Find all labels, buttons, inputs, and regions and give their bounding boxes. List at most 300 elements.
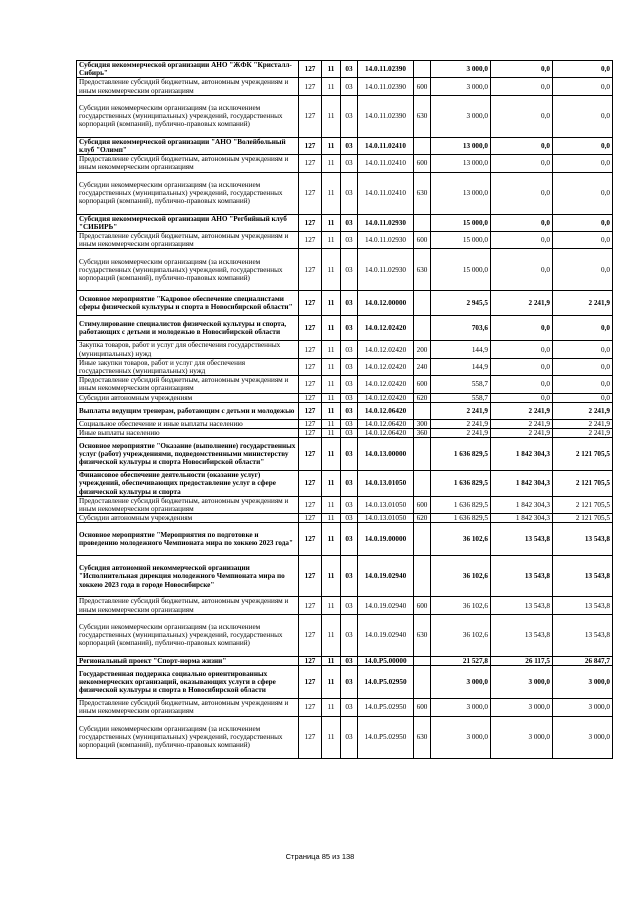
row-name: Субсидии некоммерческим организациям (за исключением государственных (муниципальных) учреждений, государственных корпораций (компаний), публично-правовых компаний) bbox=[77, 172, 299, 214]
ministry-code: 127 bbox=[299, 376, 322, 393]
amount-year-3: 13 543,8 bbox=[553, 556, 613, 597]
amount-year-1: 13 000,0 bbox=[431, 172, 491, 214]
amount-year-2: 13 543,8 bbox=[491, 614, 553, 656]
amount-year-3: 0,0 bbox=[553, 249, 613, 291]
subsection-code: 03 bbox=[341, 155, 358, 172]
ministry-code: 127 bbox=[299, 393, 322, 402]
section-code: 11 bbox=[322, 716, 341, 758]
expense-type-code: 630 bbox=[414, 716, 431, 758]
expense-type-code bbox=[414, 471, 431, 497]
row-name: Субсидии некоммерческим организациям (за исключением государственных (муниципальных) учреждений, государственных корпораций (компаний), публично-правовых компаний) bbox=[77, 249, 299, 291]
expense-type-code: 300 bbox=[414, 419, 431, 428]
target-article-code: 14.0.11.02390 bbox=[358, 95, 414, 137]
table-row bbox=[77, 249, 613, 291]
amount-year-1: 703,6 bbox=[431, 316, 491, 341]
amount-year-2: 2 241,9 bbox=[491, 419, 553, 428]
row-name: Предоставление субсидий бюджетным, автономным учреждениям и иным некоммерческим организациям bbox=[77, 496, 299, 513]
target-article-code: 14.0.11.02410 bbox=[358, 137, 414, 154]
ministry-code: 127 bbox=[299, 341, 322, 358]
amount-year-2: 0,0 bbox=[491, 376, 553, 393]
amount-year-3: 0,0 bbox=[553, 341, 613, 358]
row-name: Субсидии некоммерческим организациям (за исключением государственных (муниципальных) учреждений, государственных корпораций (компаний), публично-правовых компаний) bbox=[77, 716, 299, 758]
target-article-code: 14.0.19.02940 bbox=[358, 597, 414, 614]
expense-type-code: 600 bbox=[414, 376, 431, 393]
amount-year-1: 2 241,9 bbox=[431, 429, 491, 438]
amount-year-1: 1 636 829,5 bbox=[431, 471, 491, 497]
section-code: 11 bbox=[322, 496, 341, 513]
amount-year-3: 0,0 bbox=[553, 393, 613, 402]
subsection-code: 03 bbox=[341, 358, 358, 375]
table-row bbox=[77, 95, 613, 137]
ministry-code: 127 bbox=[299, 496, 322, 513]
amount-year-3: 0,0 bbox=[553, 155, 613, 172]
amount-year-1: 36 102,6 bbox=[431, 614, 491, 656]
table-row bbox=[77, 376, 613, 393]
table-row bbox=[77, 419, 613, 428]
expense-type-code bbox=[414, 523, 431, 556]
amount-year-3: 0,0 bbox=[553, 214, 613, 231]
table-row bbox=[77, 556, 613, 597]
table-row bbox=[77, 78, 613, 95]
table-row bbox=[77, 496, 613, 513]
expense-type-code: 630 bbox=[414, 249, 431, 291]
target-article-code: 14.0.11.02930 bbox=[358, 249, 414, 291]
target-article-code: 14.0.11.02930 bbox=[358, 232, 414, 249]
subsection-code: 03 bbox=[341, 523, 358, 556]
target-article-code: 14.0.11.02390 bbox=[358, 61, 414, 78]
expense-type-code bbox=[414, 556, 431, 597]
target-article-code: 14.0.13.00000 bbox=[358, 438, 414, 471]
ministry-code: 127 bbox=[299, 716, 322, 758]
amount-year-1: 558,7 bbox=[431, 376, 491, 393]
ministry-code: 127 bbox=[299, 95, 322, 137]
amount-year-2: 3 000,0 bbox=[491, 699, 553, 716]
row-name: Предоставление субсидий бюджетным, автономным учреждениям и иным некоммерческим организациям bbox=[77, 376, 299, 393]
amount-year-1: 2 945,5 bbox=[431, 291, 491, 316]
section-code: 11 bbox=[322, 214, 341, 231]
amount-year-3: 0,0 bbox=[553, 358, 613, 375]
table-row bbox=[77, 214, 613, 231]
subsection-code: 03 bbox=[341, 699, 358, 716]
row-name: Основное мероприятие "Оказание (выполнение) государственных услуг (работ) учреждениями, подведомственными министерству физической культуры и спорта Новосибирской области" bbox=[77, 438, 299, 471]
ministry-code: 127 bbox=[299, 78, 322, 95]
subsection-code: 03 bbox=[341, 172, 358, 214]
expense-type-code: 620 bbox=[414, 514, 431, 523]
row-name: Основное мероприятие "Кадровое обеспечение специалистами сферы физической культуры и спорта в Новосибирской области" bbox=[77, 291, 299, 316]
table-row bbox=[77, 471, 613, 497]
amount-year-2: 0,0 bbox=[491, 137, 553, 154]
section-code: 11 bbox=[322, 137, 341, 154]
ministry-code: 127 bbox=[299, 614, 322, 656]
expense-type-code: 630 bbox=[414, 95, 431, 137]
amount-year-2: 0,0 bbox=[491, 172, 553, 214]
table-row bbox=[77, 232, 613, 249]
amount-year-1: 3 000,0 bbox=[431, 78, 491, 95]
row-name: Субсидия некоммерческой организации АНО "Регбийный клуб "СИБИРЬ" bbox=[77, 214, 299, 231]
amount-year-1: 15 000,0 bbox=[431, 214, 491, 231]
amount-year-3: 0,0 bbox=[553, 376, 613, 393]
row-name: Предоставление субсидий бюджетным, автономным учреждениям и иным некоммерческим организациям bbox=[77, 155, 299, 172]
subsection-code: 03 bbox=[341, 316, 358, 341]
section-code: 11 bbox=[322, 523, 341, 556]
amount-year-1: 13 000,0 bbox=[431, 137, 491, 154]
expense-type-code: 240 bbox=[414, 358, 431, 375]
row-name: Иные закупки товаров, работ и услуг для обеспечения государственных (муниципальных) нужд bbox=[77, 358, 299, 375]
expense-type-code bbox=[414, 402, 431, 419]
section-code: 11 bbox=[322, 514, 341, 523]
subsection-code: 03 bbox=[341, 556, 358, 597]
target-article-code: 14.0.P5.02950 bbox=[358, 699, 414, 716]
expense-type-code: 200 bbox=[414, 341, 431, 358]
subsection-code: 03 bbox=[341, 438, 358, 471]
table-row bbox=[77, 514, 613, 523]
expense-type-code: 630 bbox=[414, 614, 431, 656]
amount-year-3: 0,0 bbox=[553, 232, 613, 249]
amount-year-3: 26 847,7 bbox=[553, 656, 613, 665]
target-article-code: 14.0.11.02930 bbox=[358, 214, 414, 231]
subsection-code: 03 bbox=[341, 232, 358, 249]
amount-year-3: 2 121 705,5 bbox=[553, 438, 613, 471]
row-name: Предоставление субсидий бюджетным, автономным учреждениям и иным некоммерческим организациям bbox=[77, 699, 299, 716]
table-row bbox=[77, 393, 613, 402]
amount-year-3: 2 241,9 bbox=[553, 291, 613, 316]
table-row bbox=[77, 523, 613, 556]
amount-year-1: 15 000,0 bbox=[431, 232, 491, 249]
subsection-code: 03 bbox=[341, 341, 358, 358]
target-article-code: 14.0.P5.02950 bbox=[358, 716, 414, 758]
section-code: 11 bbox=[322, 429, 341, 438]
amount-year-3: 13 543,8 bbox=[553, 614, 613, 656]
section-code: 11 bbox=[322, 614, 341, 656]
ministry-code: 127 bbox=[299, 316, 322, 341]
amount-year-3: 13 543,8 bbox=[553, 523, 613, 556]
amount-year-2: 1 842 304,3 bbox=[491, 438, 553, 471]
expense-type-code: 620 bbox=[414, 393, 431, 402]
target-article-code: 14.0.12.00000 bbox=[358, 291, 414, 316]
target-article-code: 14.0.P5.00000 bbox=[358, 656, 414, 665]
section-code: 11 bbox=[322, 556, 341, 597]
target-article-code: 14.0.12.06420 bbox=[358, 419, 414, 428]
subsection-code: 03 bbox=[341, 249, 358, 291]
target-article-code: 14.0.12.06420 bbox=[358, 429, 414, 438]
target-article-code: 14.0.P5.02950 bbox=[358, 666, 414, 699]
target-article-code: 14.0.13.01050 bbox=[358, 496, 414, 513]
ministry-code: 127 bbox=[299, 249, 322, 291]
amount-year-1: 3 000,0 bbox=[431, 716, 491, 758]
section-code: 11 bbox=[322, 699, 341, 716]
ministry-code: 127 bbox=[299, 155, 322, 172]
subsection-code: 03 bbox=[341, 402, 358, 419]
section-code: 11 bbox=[322, 95, 341, 137]
subsection-code: 03 bbox=[341, 429, 358, 438]
ministry-code: 127 bbox=[299, 597, 322, 614]
amount-year-3: 0,0 bbox=[553, 78, 613, 95]
row-name: Финансовое обеспечение деятельности (оказание услуг) учреждений, обеспечивающих предоставление услуг в сфере физической культуры и спорта bbox=[77, 471, 299, 497]
ministry-code: 127 bbox=[299, 523, 322, 556]
target-article-code: 14.0.12.06420 bbox=[358, 402, 414, 419]
target-article-code: 14.0.13.01050 bbox=[358, 514, 414, 523]
ministry-code: 127 bbox=[299, 438, 322, 471]
row-name: Социальное обеспечение и иные выплаты населению bbox=[77, 419, 299, 428]
amount-year-3: 2 121 705,5 bbox=[553, 471, 613, 497]
target-article-code: 14.0.11.02410 bbox=[358, 172, 414, 214]
ministry-code: 127 bbox=[299, 556, 322, 597]
amount-year-2: 1 842 304,3 bbox=[491, 471, 553, 497]
target-article-code: 14.0.12.02420 bbox=[358, 358, 414, 375]
amount-year-2: 0,0 bbox=[491, 249, 553, 291]
amount-year-2: 1 842 304,3 bbox=[491, 514, 553, 523]
amount-year-3: 0,0 bbox=[553, 172, 613, 214]
subsection-code: 03 bbox=[341, 716, 358, 758]
amount-year-1: 2 241,9 bbox=[431, 402, 491, 419]
amount-year-2: 2 241,9 bbox=[491, 291, 553, 316]
amount-year-3: 2 241,9 bbox=[553, 429, 613, 438]
amount-year-2: 0,0 bbox=[491, 316, 553, 341]
section-code: 11 bbox=[322, 438, 341, 471]
row-name: Субсидии некоммерческим организациям (за исключением государственных (муниципальных) учреждений, государственных корпораций (компаний), публично-правовых компаний) bbox=[77, 614, 299, 656]
amount-year-1: 144,9 bbox=[431, 358, 491, 375]
amount-year-2: 0,0 bbox=[491, 214, 553, 231]
amount-year-2: 0,0 bbox=[491, 78, 553, 95]
section-code: 11 bbox=[322, 597, 341, 614]
amount-year-2: 13 543,8 bbox=[491, 523, 553, 556]
table-row bbox=[77, 402, 613, 419]
subsection-code: 03 bbox=[341, 597, 358, 614]
amount-year-3: 3 000,0 bbox=[553, 716, 613, 758]
section-code: 11 bbox=[322, 666, 341, 699]
amount-year-2: 0,0 bbox=[491, 358, 553, 375]
ministry-code: 127 bbox=[299, 358, 322, 375]
subsection-code: 03 bbox=[341, 656, 358, 665]
section-code: 11 bbox=[322, 232, 341, 249]
ministry-code: 127 bbox=[299, 699, 322, 716]
target-article-code: 14.0.11.02390 bbox=[358, 78, 414, 95]
table-row bbox=[77, 699, 613, 716]
subsection-code: 03 bbox=[341, 514, 358, 523]
ministry-code: 127 bbox=[299, 291, 322, 316]
amount-year-3: 2 241,9 bbox=[553, 419, 613, 428]
amount-year-1: 2 241,9 bbox=[431, 419, 491, 428]
amount-year-1: 1 636 829,5 bbox=[431, 514, 491, 523]
amount-year-1: 36 102,6 bbox=[431, 597, 491, 614]
row-name: Предоставление субсидий бюджетным, автономным учреждениям и иным некоммерческим организациям bbox=[77, 78, 299, 95]
ministry-code: 127 bbox=[299, 172, 322, 214]
target-article-code: 14.0.12.02420 bbox=[358, 376, 414, 393]
section-code: 11 bbox=[322, 419, 341, 428]
table-row bbox=[77, 358, 613, 375]
row-name: Субсидия некоммерческой организации "АНО "Волейбольный клуб "Олимп" bbox=[77, 137, 299, 154]
table-row bbox=[77, 438, 613, 471]
amount-year-3: 0,0 bbox=[553, 95, 613, 137]
amount-year-2: 1 842 304,3 bbox=[491, 496, 553, 513]
row-name: Субсидии автономным учреждениям bbox=[77, 514, 299, 523]
table-row bbox=[77, 61, 613, 78]
section-code: 11 bbox=[322, 341, 341, 358]
table-row bbox=[77, 172, 613, 214]
ministry-code: 127 bbox=[299, 214, 322, 231]
expense-type-code bbox=[414, 137, 431, 154]
section-code: 11 bbox=[322, 471, 341, 497]
table-row bbox=[77, 155, 613, 172]
amount-year-2: 3 000,0 bbox=[491, 716, 553, 758]
section-code: 11 bbox=[322, 155, 341, 172]
subsection-code: 03 bbox=[341, 78, 358, 95]
subsection-code: 03 bbox=[341, 666, 358, 699]
amount-year-1: 21 527,8 bbox=[431, 656, 491, 665]
row-name: Субсидия некоммерческой организации АНО "ЖФК "Кристалл-Сибирь" bbox=[77, 61, 299, 78]
table-row bbox=[77, 291, 613, 316]
subsection-code: 03 bbox=[341, 291, 358, 316]
expense-type-code: 600 bbox=[414, 155, 431, 172]
amount-year-2: 13 543,8 bbox=[491, 597, 553, 614]
target-article-code: 14.0.12.02420 bbox=[358, 341, 414, 358]
page-footer: Страница 85 из 138 bbox=[285, 852, 355, 861]
expense-type-code: 630 bbox=[414, 172, 431, 214]
section-code: 11 bbox=[322, 393, 341, 402]
expense-type-code: 600 bbox=[414, 496, 431, 513]
subsection-code: 03 bbox=[341, 614, 358, 656]
amount-year-3: 0,0 bbox=[553, 61, 613, 78]
target-article-code: 14.0.19.00000 bbox=[358, 523, 414, 556]
amount-year-3: 2 241,9 bbox=[553, 402, 613, 419]
amount-year-2: 3 000,0 bbox=[491, 666, 553, 699]
subsection-code: 03 bbox=[341, 137, 358, 154]
amount-year-1: 36 102,6 bbox=[431, 556, 491, 597]
amount-year-2: 13 543,8 bbox=[491, 556, 553, 597]
section-code: 11 bbox=[322, 172, 341, 214]
section-code: 11 bbox=[322, 358, 341, 375]
section-code: 11 bbox=[322, 78, 341, 95]
ministry-code: 127 bbox=[299, 402, 322, 419]
amount-year-3: 2 121 705,5 bbox=[553, 514, 613, 523]
amount-year-3: 13 543,8 bbox=[553, 597, 613, 614]
expense-type-code bbox=[414, 656, 431, 665]
target-article-code: 14.0.12.02420 bbox=[358, 393, 414, 402]
row-name: Иные выплаты населению bbox=[77, 429, 299, 438]
expense-type-code: 600 bbox=[414, 699, 431, 716]
section-code: 11 bbox=[322, 291, 341, 316]
section-code: 11 bbox=[322, 402, 341, 419]
target-article-code: 14.0.19.02940 bbox=[358, 614, 414, 656]
table-row bbox=[77, 656, 613, 665]
target-article-code: 14.0.13.01050 bbox=[358, 471, 414, 497]
ministry-code: 127 bbox=[299, 429, 322, 438]
amount-year-2: 26 117,5 bbox=[491, 656, 553, 665]
expense-type-code bbox=[414, 316, 431, 341]
row-name: Государственная поддержка социально ориентированных некоммерческих организаций, оказывающих услуги в сфере физической культуры и спорта в Новосибирской области bbox=[77, 666, 299, 699]
subsection-code: 03 bbox=[341, 471, 358, 497]
ministry-code: 127 bbox=[299, 419, 322, 428]
expense-type-code: 600 bbox=[414, 232, 431, 249]
table-row bbox=[77, 429, 613, 438]
table-row bbox=[77, 316, 613, 341]
amount-year-1: 36 102,6 bbox=[431, 523, 491, 556]
amount-year-1: 13 000,0 bbox=[431, 155, 491, 172]
amount-year-3: 2 121 705,5 bbox=[553, 496, 613, 513]
section-code: 11 bbox=[322, 376, 341, 393]
amount-year-3: 0,0 bbox=[553, 137, 613, 154]
amount-year-2: 0,0 bbox=[491, 155, 553, 172]
section-code: 11 bbox=[322, 316, 341, 341]
amount-year-3: 3 000,0 bbox=[553, 666, 613, 699]
row-name: Закупка товаров, работ и услуг для обеспечения государственных (муниципальных) нужд bbox=[77, 341, 299, 358]
table-row bbox=[77, 716, 613, 758]
section-code: 11 bbox=[322, 656, 341, 665]
amount-year-2: 2 241,9 bbox=[491, 402, 553, 419]
row-name: Выплаты ведущим тренерам, работающим с детьми и молодежью bbox=[77, 402, 299, 419]
row-name: Предоставление субсидий бюджетным, автономным учреждениям и иным некоммерческим организациям bbox=[77, 597, 299, 614]
table-row bbox=[77, 137, 613, 154]
amount-year-1: 3 000,0 bbox=[431, 95, 491, 137]
row-name: Стимулирование специалистов физической культуры и спорта, работающих с детьми и молодежью в Новосибирской области bbox=[77, 316, 299, 341]
amount-year-2: 0,0 bbox=[491, 95, 553, 137]
table-row bbox=[77, 341, 613, 358]
subsection-code: 03 bbox=[341, 419, 358, 428]
amount-year-2: 0,0 bbox=[491, 341, 553, 358]
subsection-code: 03 bbox=[341, 95, 358, 137]
ministry-code: 127 bbox=[299, 514, 322, 523]
amount-year-2: 0,0 bbox=[491, 393, 553, 402]
ministry-code: 127 bbox=[299, 656, 322, 665]
expense-type-code bbox=[414, 61, 431, 78]
row-name: Предоставление субсидий бюджетным, автономным учреждениям и иным некоммерческим организациям bbox=[77, 232, 299, 249]
ministry-code: 127 bbox=[299, 137, 322, 154]
section-code: 11 bbox=[322, 61, 341, 78]
amount-year-2: 2 241,9 bbox=[491, 429, 553, 438]
subsection-code: 03 bbox=[341, 214, 358, 231]
row-name: Региональный проект "Спорт-норма жизни" bbox=[77, 656, 299, 665]
table-row bbox=[77, 614, 613, 656]
expense-type-code bbox=[414, 438, 431, 471]
ministry-code: 127 bbox=[299, 471, 322, 497]
subsection-code: 03 bbox=[341, 61, 358, 78]
expense-type-code bbox=[414, 214, 431, 231]
row-name: Основное мероприятие "Мероприятия по подготовке и проведению молодежного Чемпионата мира по хоккею 2023 года" bbox=[77, 523, 299, 556]
amount-year-1: 1 636 829,5 bbox=[431, 438, 491, 471]
row-name: Субсидии автономным учреждениям bbox=[77, 393, 299, 402]
section-code: 11 bbox=[322, 249, 341, 291]
amount-year-1: 558,7 bbox=[431, 393, 491, 402]
budget-table bbox=[76, 60, 613, 759]
table-row bbox=[77, 597, 613, 614]
table-row bbox=[77, 666, 613, 699]
target-article-code: 14.0.19.02940 bbox=[358, 556, 414, 597]
expense-type-code: 360 bbox=[414, 429, 431, 438]
amount-year-1: 1 636 829,5 bbox=[431, 496, 491, 513]
expense-type-code bbox=[414, 291, 431, 316]
target-article-code: 14.0.11.02410 bbox=[358, 155, 414, 172]
amount-year-2: 0,0 bbox=[491, 61, 553, 78]
amount-year-1: 3 000,0 bbox=[431, 61, 491, 78]
subsection-code: 03 bbox=[341, 496, 358, 513]
amount-year-2: 0,0 bbox=[491, 232, 553, 249]
expense-type-code: 600 bbox=[414, 597, 431, 614]
amount-year-1: 3 000,0 bbox=[431, 666, 491, 699]
ministry-code: 127 bbox=[299, 61, 322, 78]
ministry-code: 127 bbox=[299, 232, 322, 249]
ministry-code: 127 bbox=[299, 666, 322, 699]
expense-type-code: 600 bbox=[414, 78, 431, 95]
expense-type-code bbox=[414, 666, 431, 699]
amount-year-1: 15 000,0 bbox=[431, 249, 491, 291]
subsection-code: 03 bbox=[341, 393, 358, 402]
subsection-code: 03 bbox=[341, 376, 358, 393]
amount-year-3: 0,0 bbox=[553, 316, 613, 341]
amount-year-3: 3 000,0 bbox=[553, 699, 613, 716]
table-body bbox=[77, 61, 613, 759]
amount-year-1: 3 000,0 bbox=[431, 699, 491, 716]
row-name: Субсидия автономной некоммерческой организации "Исполнительная дирекция молодежного Чемпионата мира по хоккею 2023 года в городе Новосибирске" bbox=[77, 556, 299, 597]
